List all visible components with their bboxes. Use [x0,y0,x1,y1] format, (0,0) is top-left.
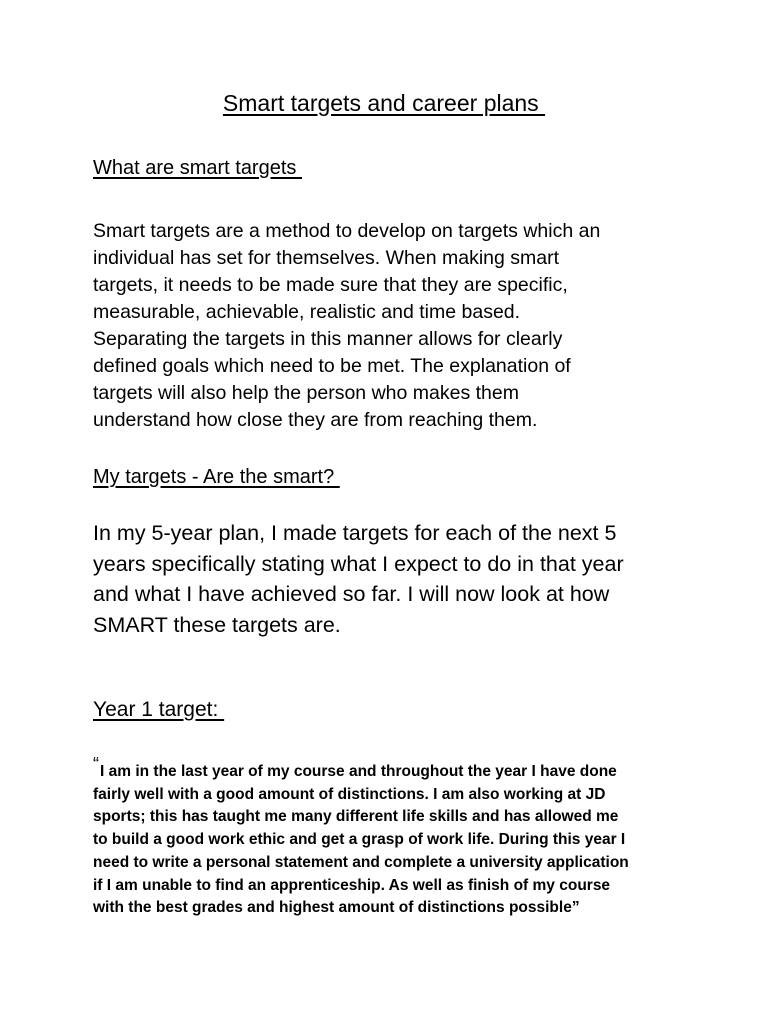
document-title: Smart targets and career plans [222,90,546,116]
quote-line: if I am unable to find an apprenticeship. As well as finish of my course [93,876,611,894]
paragraph-line: targets will also help the person who makes them [93,382,519,404]
paragraph-smart-targets-definition [93,218,693,434]
paragraph-line: years specifically stating what I expect to do in that year [93,551,624,576]
quote-line: need to write a personal statement and complete a university application [93,853,629,871]
quote-line: with the best grades and highest amount of distinctions possible” [93,899,580,917]
quote-line-text: I am in the last year of my course and throughout the year I have done [100,763,617,780]
paragraph-line: SMART these targets are. [93,612,341,637]
open-quote-mark: “ [93,754,99,774]
paragraph-line: targets, it needs to be made sure that they are specific, [93,274,568,296]
paragraph-line: In my 5-year plan, I made targets for each of the next 5 [93,521,617,545]
paragraph-line: defined goals which need to be met. The explanation of [93,355,571,377]
section-heading-my-targets: My targets - Are the smart? [93,466,340,488]
quote-line: to build a good work ethic and get a grasp of work life. During this year I [93,831,626,849]
paragraph-line: and what I have achieved so far. I will now look at how [93,582,610,606]
section-heading-what-are-smart-targets: What are smart targets [93,157,302,179]
paragraph-five-year-plan [93,518,713,640]
paragraph-line: Smart targets are a method to develop on targets which an [93,220,601,242]
quote-year-1-target [93,754,713,920]
quote-line: sports; this has taught me many different life skills and has allowed me [93,808,619,826]
paragraph-line: Separating the targets in this manner allows for clearly [93,328,563,350]
section-heading-year-1-target: Year 1 target: [93,698,225,721]
quote-line: fairly well with a good amount of distinctions. I am also working at JD [93,785,606,803]
paragraph-line: understand how close they are from reaching them. [93,409,538,431]
quote-line [93,754,713,784]
paragraph-line: measurable, achievable, realistic and time based. [93,301,521,323]
paragraph-line: individual has set for themselves. When making smart [93,247,560,269]
